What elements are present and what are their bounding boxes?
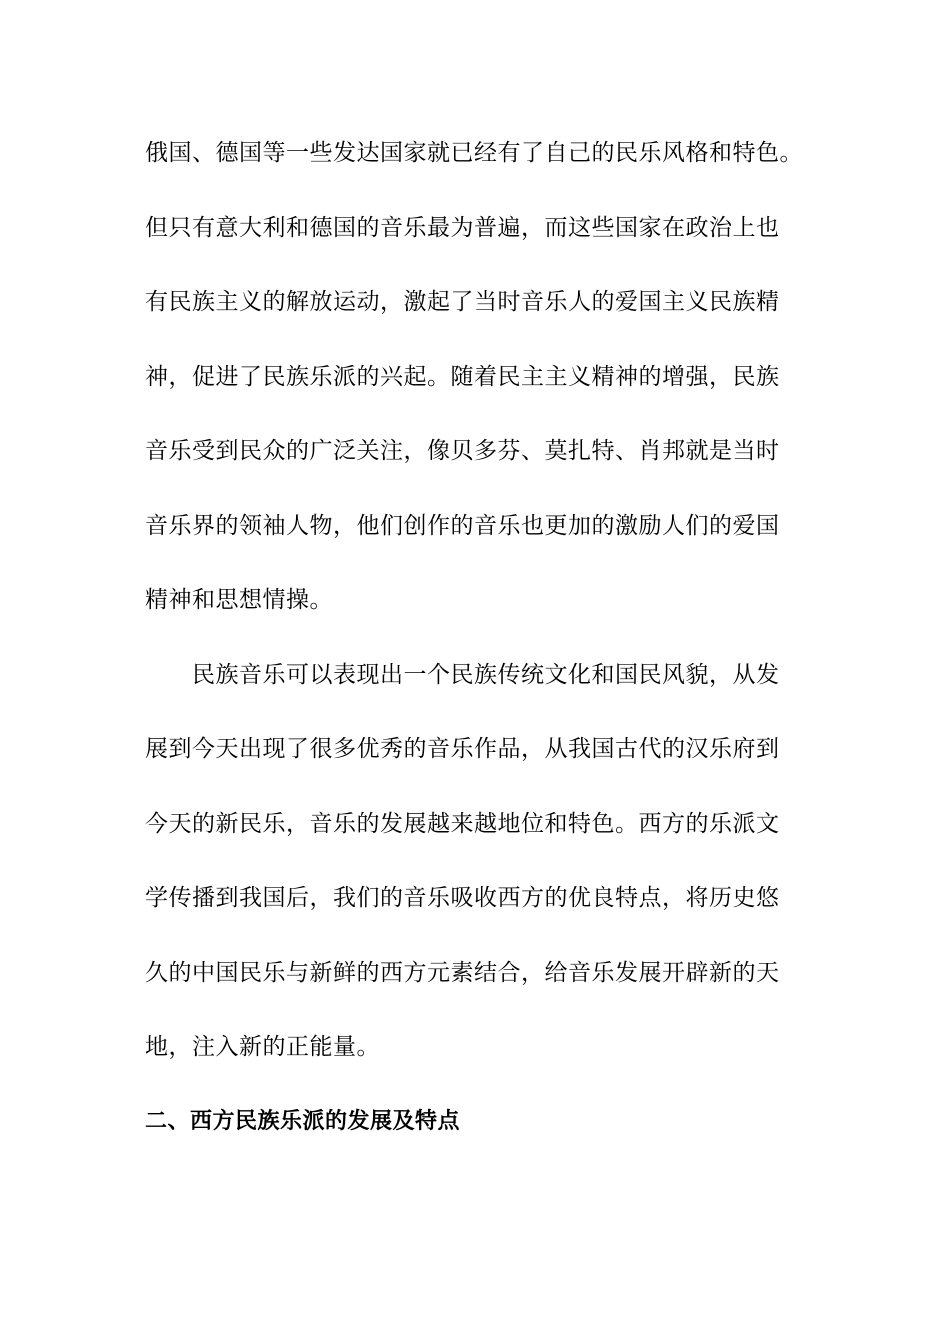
paragraph-1 bbox=[145, 130, 810, 652]
document-body bbox=[145, 130, 810, 1145]
paragraph-line: 俄国、德国等一些发达国家就已经有了自己的民乐风格和特色。 bbox=[145, 140, 803, 166]
paragraph-line: 音乐界的领袖人物，他们创作的音乐也更加的激励人们的爱国 bbox=[145, 512, 780, 539]
paragraph-line: 但只有意大利和德国的音乐最为普遍，而这些国家在政治上也 bbox=[145, 214, 780, 241]
paragraph-line: 神，促进了民族乐派的兴起。随着民主主义精神的增强，民族 bbox=[145, 363, 780, 390]
section-heading: 二、西方民族乐派的发展及特点 bbox=[145, 1108, 461, 1134]
paragraph-line: 音乐受到民众的广泛关注，像贝多芬、莫扎特、肖邦就是当时 bbox=[145, 438, 780, 464]
paragraph-line: 地，注入新的正能量。 bbox=[145, 1034, 380, 1060]
paragraph-2 bbox=[145, 652, 810, 1099]
paragraph-line: 有民族主义的解放运动，激起了当时音乐人的爱国主义民族精 bbox=[145, 289, 780, 315]
paragraph-line: 久的中国民乐与新鲜的西方元素结合，给音乐发展开辟新的天 bbox=[145, 959, 780, 986]
paragraph-line: 民族音乐可以表现出一个民族传统文化和国民风貌，从发 bbox=[192, 661, 780, 688]
paragraph-line: 展到今天出现了很多优秀的音乐作品，从我国古代的汉乐府到 bbox=[145, 736, 780, 762]
paragraph-line: 精神和思想情操。 bbox=[145, 587, 333, 613]
paragraph-line: 今天的新民乐，音乐的发展越来越地位和特色。西方的乐派文 bbox=[145, 810, 780, 837]
paragraph-line: 学传播到我国后，我们的音乐吸收西方的优良特点，将历史悠 bbox=[145, 885, 780, 911]
